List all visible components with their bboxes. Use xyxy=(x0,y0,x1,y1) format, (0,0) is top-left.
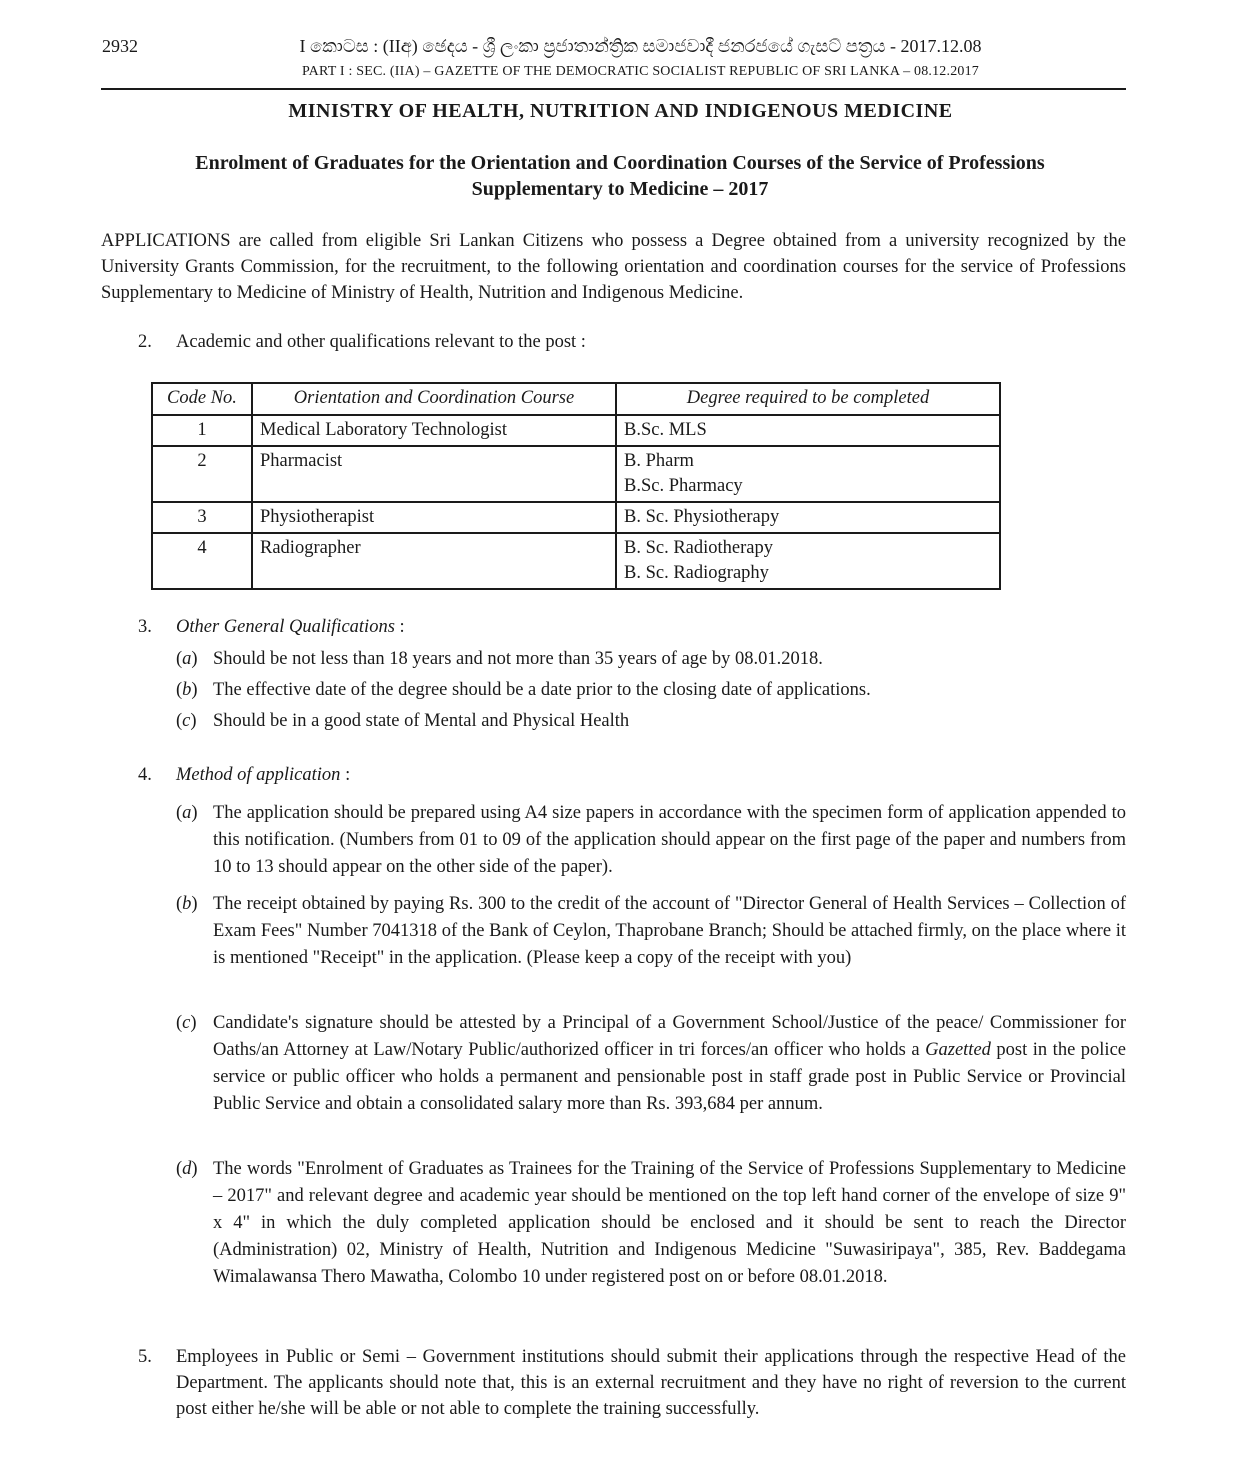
cell-course: Radiographer xyxy=(252,533,616,589)
list-item: (c) Candidate's signature should be attested by a Principal of a Government School/Justice of the peace/ Commissioner for Oaths/an Attorney at Law/Notary Public/authorized officer in tri forces/an officer who holds a Gazetted post in the police service or public officer who holds a permanent and pensionable post in staff grade post in Public Service or Provincial Public Service and obtain a consolidated salary more than Rs. 393,684 per annum. xyxy=(176,1010,1126,1118)
gazette-header-sinhala: I කොටස : (IIඅ) ඡෙදය - ශ්‍රී ලංකා ප්‍රජාතාන්ත්‍රික සමාජවාදී ජනරජයේ ගැසට් පත්‍රය - 2017.12.08 xyxy=(299,36,982,56)
header-divider xyxy=(101,88,1126,90)
cell-code: 4 xyxy=(152,533,252,589)
section-3-number: 3. xyxy=(138,617,152,637)
section-3-title xyxy=(176,614,405,640)
cell-code: 2 xyxy=(152,446,252,502)
item-text: The receipt obtained by paying Rs. 300 to the credit of the account of "Director General of Health Services – Collection of Exam Fees" Number 7041318 of the Bank of Ceylon, Thaprobane Branch; Should be attached firmly, on the place where it is mentioned "Receipt" in the application. (Please keep a copy of the receipt with you) xyxy=(213,894,1126,968)
cell-course: Physiotherapist xyxy=(252,502,616,533)
table-row xyxy=(152,446,1000,502)
item-text: The application should be prepared using A4 size papers in accordance with the specimen form of application appended to this notification. (Numbers from 01 to 09 of the application should appear on the first page of the paper and numbers from 10 to 13 should appear on the other side of the paper). xyxy=(213,803,1126,877)
degree-line: B. Sc. Radiography xyxy=(624,563,769,583)
section-3-title-colon: : xyxy=(394,617,405,637)
item-label: c xyxy=(182,711,191,731)
section-5-text: Employees in Public or Semi – Government institutions should submit their applications through the respective Head of the Department. The applicants should note that, this is an external recruitment and they have no right of reversion to the current post either he/she will be able or not able to complete the training successfully. xyxy=(176,1347,1126,1419)
list-item: (a) Should be not less than 18 years and not more than 35 years of age by 08.01.2018. xyxy=(176,646,1126,673)
header-course: Orientation and Coordination Course xyxy=(252,383,616,415)
section-4-number: 4. xyxy=(138,765,152,785)
cell-degree xyxy=(616,533,1000,589)
header-degree: Degree required to be completed xyxy=(616,383,1000,415)
ministry-heading: MINISTRY OF HEALTH, NUTRITION AND INDIGENOUS MEDICINE xyxy=(288,100,953,122)
gazette-header-english: PART I : SEC. (IIA) – GAZETTE OF THE DEMOCRATIC SOCIALIST REPUBLIC OF SRI LANKA – 08.12.2017 xyxy=(301,64,980,79)
section-4-title-text: Method of application xyxy=(176,765,341,785)
header-code-no: Code No. xyxy=(152,383,252,415)
section-5-number: 5. xyxy=(138,1347,152,1367)
section-2-title: Academic and other qualifications relevant to the post : xyxy=(176,332,586,352)
list-item: (d) The words "Enrolment of Graduates as Trainees for the Training of the Service of Professions Supplementary to Medicine – 2017" and relevant degree and academic year should be mentioned on the top left hand corner of the envelope of size 9" x 4" in which the duly completed application should be enclosed and it should be sent to reach the Director (Administration) 02, Ministry of Health, Nutrition and Indigenous Medicine "Suwasiripaya", 385, Rev. Baddegama Wimalawansa Thero Mawatha, Colombo 10 under registered post on or before 08.01.2018. xyxy=(176,1156,1126,1291)
cell-code: 1 xyxy=(152,415,252,446)
cell-degree xyxy=(616,415,1000,446)
cell-degree xyxy=(616,446,1000,502)
page-number: 2932 xyxy=(102,36,138,56)
section-2-number: 2. xyxy=(138,332,152,352)
cell-course: Medical Laboratory Technologist xyxy=(252,415,616,446)
item-text: The words "Enrolment of Graduates as Trainees for the Training of the Service of Professions Supplementary to Medicine – 2017" and relevant degree and academic year should be mentioned on the top left hand corner of the envelope of size 9" x 4" in which the duly completed application should be enclosed and it should be sent to reach the Director (Administration) 02, Ministry of Health, Nutrition and Indigenous Medicine "Suwasiripaya", 385, Rev. Baddegama Wimalawansa Thero Mawatha, Colombo 10 under registered post on or before 08.01.2018. xyxy=(213,1159,1126,1287)
item-label: b xyxy=(182,680,192,700)
cell-code: 3 xyxy=(152,502,252,533)
degree-line: B. Pharm xyxy=(624,451,694,471)
table-row xyxy=(152,533,1000,589)
item-label: c xyxy=(182,1013,191,1033)
item-label: b xyxy=(182,894,192,914)
cell-degree xyxy=(616,502,1000,533)
item-label: a xyxy=(182,649,192,669)
cell-course: Pharmacist xyxy=(252,446,616,502)
notice-title-line-1: Enrolment of Graduates for the Orientation and Coordination Courses of the Service of Professions xyxy=(195,152,1045,174)
section-4-title xyxy=(176,762,350,788)
degree-line: B. Sc. Radiotherapy xyxy=(624,538,774,558)
list-item: (c) Should be in a good state of Mental and Physical Health xyxy=(176,708,1126,735)
table-row xyxy=(152,502,1000,533)
item-text: Should be not less than 18 years and not more than 35 years of age by 08.01.2018. xyxy=(213,649,823,669)
item-text: The effective date of the degree should be a date prior to the closing date of applications. xyxy=(213,680,871,700)
section-4-title-colon: : xyxy=(340,765,351,785)
degree-line: B. Sc. Physiotherapy xyxy=(624,507,780,527)
item-label: a xyxy=(182,803,192,823)
list-item: (a) The application should be prepared using A4 size papers in accordance with the specimen form of application appended to this notification. (Numbers from 01 to 09 of the application should appear on the first page of the paper and numbers from 10 to 13 should appear on the other side of the paper). xyxy=(176,800,1126,881)
qualifications-table xyxy=(151,382,1001,590)
item-label: d xyxy=(182,1159,192,1179)
list-item: (b) The receipt obtained by paying Rs. 300 to the credit of the account of "Director General of Health Services – Collection of Exam Fees" Number 7041318 of the Bank of Ceylon, Thaprobane Branch; Should be attached firmly, on the place where it is mentioned "Receipt" in the application. (Please keep a copy of the receipt with you) xyxy=(176,891,1126,972)
degree-line: B.Sc. MLS xyxy=(624,420,707,440)
table-header-row xyxy=(152,383,1000,415)
item-text: Candidate's signature should be attested by a Principal of a Government School/Justice of the peace/ Commissioner for Oaths/an Attorney at Law/Notary Public/authorized officer in tri forces/an officer who holds a Gazetted post in the police service or public officer who holds a permanent and pensionable post in staff grade post in Public Service or Provincial Public Service and obtain a consolidated salary more than Rs. 393,684 per annum. xyxy=(213,1013,1126,1114)
degree-line: B.Sc. Pharmacy xyxy=(624,476,743,496)
table-row xyxy=(152,415,1000,446)
section-3-title-text: Other General Qualifications xyxy=(176,617,395,637)
gazetted-emphasis: Gazetted xyxy=(925,1040,991,1060)
intro-paragraph: APPLICATIONS are called from eligible Sri Lankan Citizens who possess a Degree obtained from a university recognized by the University Grants Commission, for the recruitment, to the following orientation and coordination courses for the service of Professions Supplementary to Medicine of Ministry of Health, Nutrition and Indigenous Medicine. xyxy=(101,231,1126,303)
list-item: (b) The effective date of the degree should be a date prior to the closing date of applications. xyxy=(176,677,1126,704)
item-text: Should be in a good state of Mental and Physical Health xyxy=(213,711,630,731)
notice-title-line-2: Supplementary to Medicine – 2017 xyxy=(471,178,769,200)
notice-title xyxy=(120,150,1120,202)
